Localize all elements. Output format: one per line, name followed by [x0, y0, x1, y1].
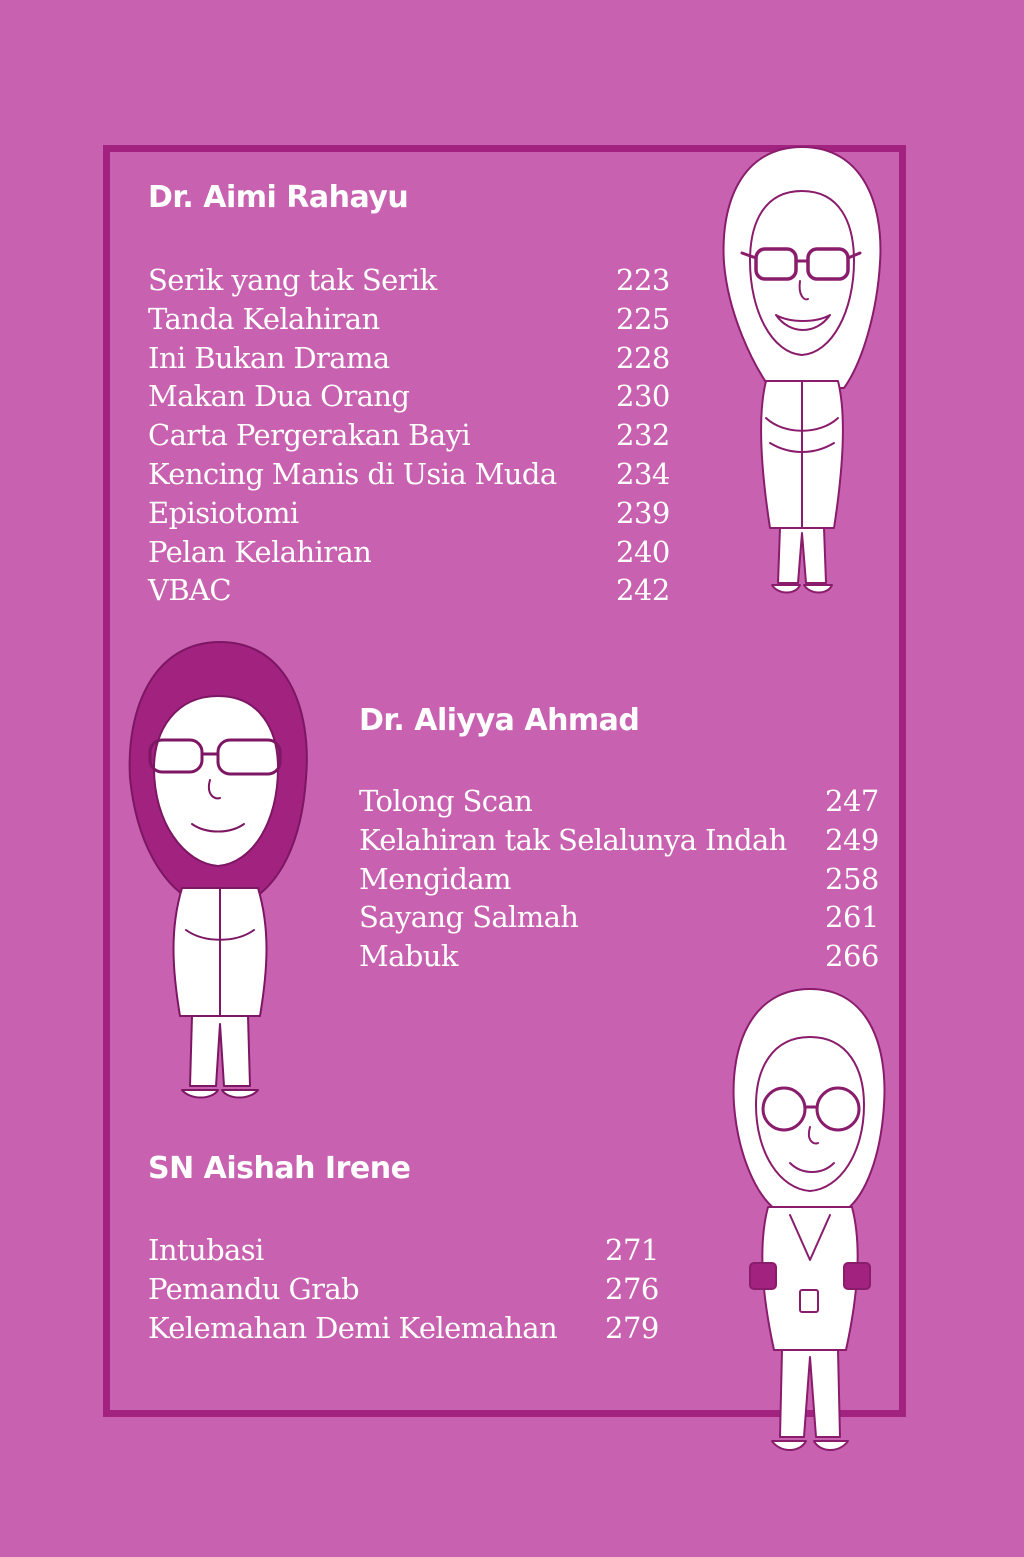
toc-entry[interactable] — [148, 1270, 668, 1309]
toc-entry[interactable] — [148, 494, 668, 533]
toc-entry[interactable] — [148, 339, 668, 378]
toc-entry-page: 247 — [825, 784, 879, 818]
toc-entry[interactable] — [148, 1231, 668, 1270]
toc-entry-page: 261 — [825, 900, 879, 935]
toc-entry-page: 266 — [825, 939, 879, 974]
toc-entry-title: Makan Dua Orang — [148, 379, 410, 414]
toc-entry-title: Kelemahan Demi Kelemahan — [148, 1310, 558, 1345]
toc-entry-title: Serik yang tak Serik — [148, 263, 437, 297]
toc-entry-page: 230 — [616, 379, 670, 414]
author-heading-aishah: SN Aishah Irene — [148, 1151, 411, 1186]
toc-entry-title: Tanda Kelahiran — [148, 301, 380, 336]
toc-entry[interactable] — [359, 860, 879, 899]
toc-entry[interactable] — [359, 898, 879, 937]
toc-entry[interactable] — [359, 937, 879, 976]
toc-entry-page: 276 — [605, 1271, 659, 1306]
toc-entry-title: Mabuk — [359, 939, 458, 974]
toc-entry-title: Kencing Manis di Usia Muda — [148, 456, 557, 491]
toc-entry-page: 279 — [605, 1310, 659, 1345]
toc-entry-page: 228 — [616, 340, 670, 375]
toc-entry-title: Ini Bukan Drama — [148, 340, 390, 375]
toc-entry-page: 234 — [616, 456, 670, 491]
caricature-doctor-aliyya-icon — [120, 638, 320, 1110]
toc-entry-title: Intubasi — [148, 1233, 264, 1267]
toc-entry-title: Pelan Kelahiran — [148, 534, 372, 569]
toc-entry-page: 240 — [616, 534, 670, 569]
toc-entry-title: Tolong Scan — [359, 784, 533, 818]
toc-entry-page: 258 — [825, 861, 879, 896]
caricature-doctor-aimi-icon — [712, 143, 892, 605]
toc-entry[interactable] — [148, 416, 668, 455]
toc-entry[interactable] — [148, 261, 668, 300]
toc-entry[interactable] — [359, 782, 879, 821]
toc-entry-page: 271 — [605, 1233, 659, 1267]
toc-entry-title: Carta Pergerakan Bayi — [148, 418, 471, 453]
toc-entry-title: Episiotomi — [148, 495, 299, 530]
toc-entry-page: 225 — [616, 301, 670, 336]
toc-entry[interactable] — [148, 455, 668, 494]
toc-entry[interactable] — [148, 1309, 668, 1348]
toc-list-aishah — [148, 1231, 668, 1347]
toc-entry-page: 249 — [825, 822, 879, 857]
toc-entry-title: Sayang Salmah — [359, 900, 579, 935]
toc-list-aimi — [148, 261, 668, 610]
author-heading-aimi: Dr. Aimi Rahayu — [148, 180, 409, 215]
toc-entry-page: 232 — [616, 418, 670, 453]
toc-entry[interactable] — [148, 377, 668, 416]
toc-entry[interactable] — [148, 571, 668, 610]
toc-entry-title: Mengidam — [359, 861, 511, 896]
toc-entry[interactable] — [148, 533, 668, 572]
toc-entry[interactable] — [359, 821, 879, 860]
toc-entry-title: Pemandu Grab — [148, 1271, 359, 1306]
toc-entry-page: 223 — [616, 263, 670, 297]
caricature-nurse-aishah-icon — [718, 985, 898, 1467]
toc-list-aliyya — [359, 782, 879, 976]
toc-entry-page: 239 — [616, 495, 670, 530]
toc-entry[interactable] — [148, 300, 668, 339]
author-heading-aliyya: Dr. Aliyya Ahmad — [359, 703, 640, 738]
toc-entry-title: VBAC — [148, 573, 231, 608]
toc-entry-page: 242 — [616, 573, 670, 608]
toc-entry-title: Kelahiran tak Selalunya Indah — [359, 822, 787, 857]
